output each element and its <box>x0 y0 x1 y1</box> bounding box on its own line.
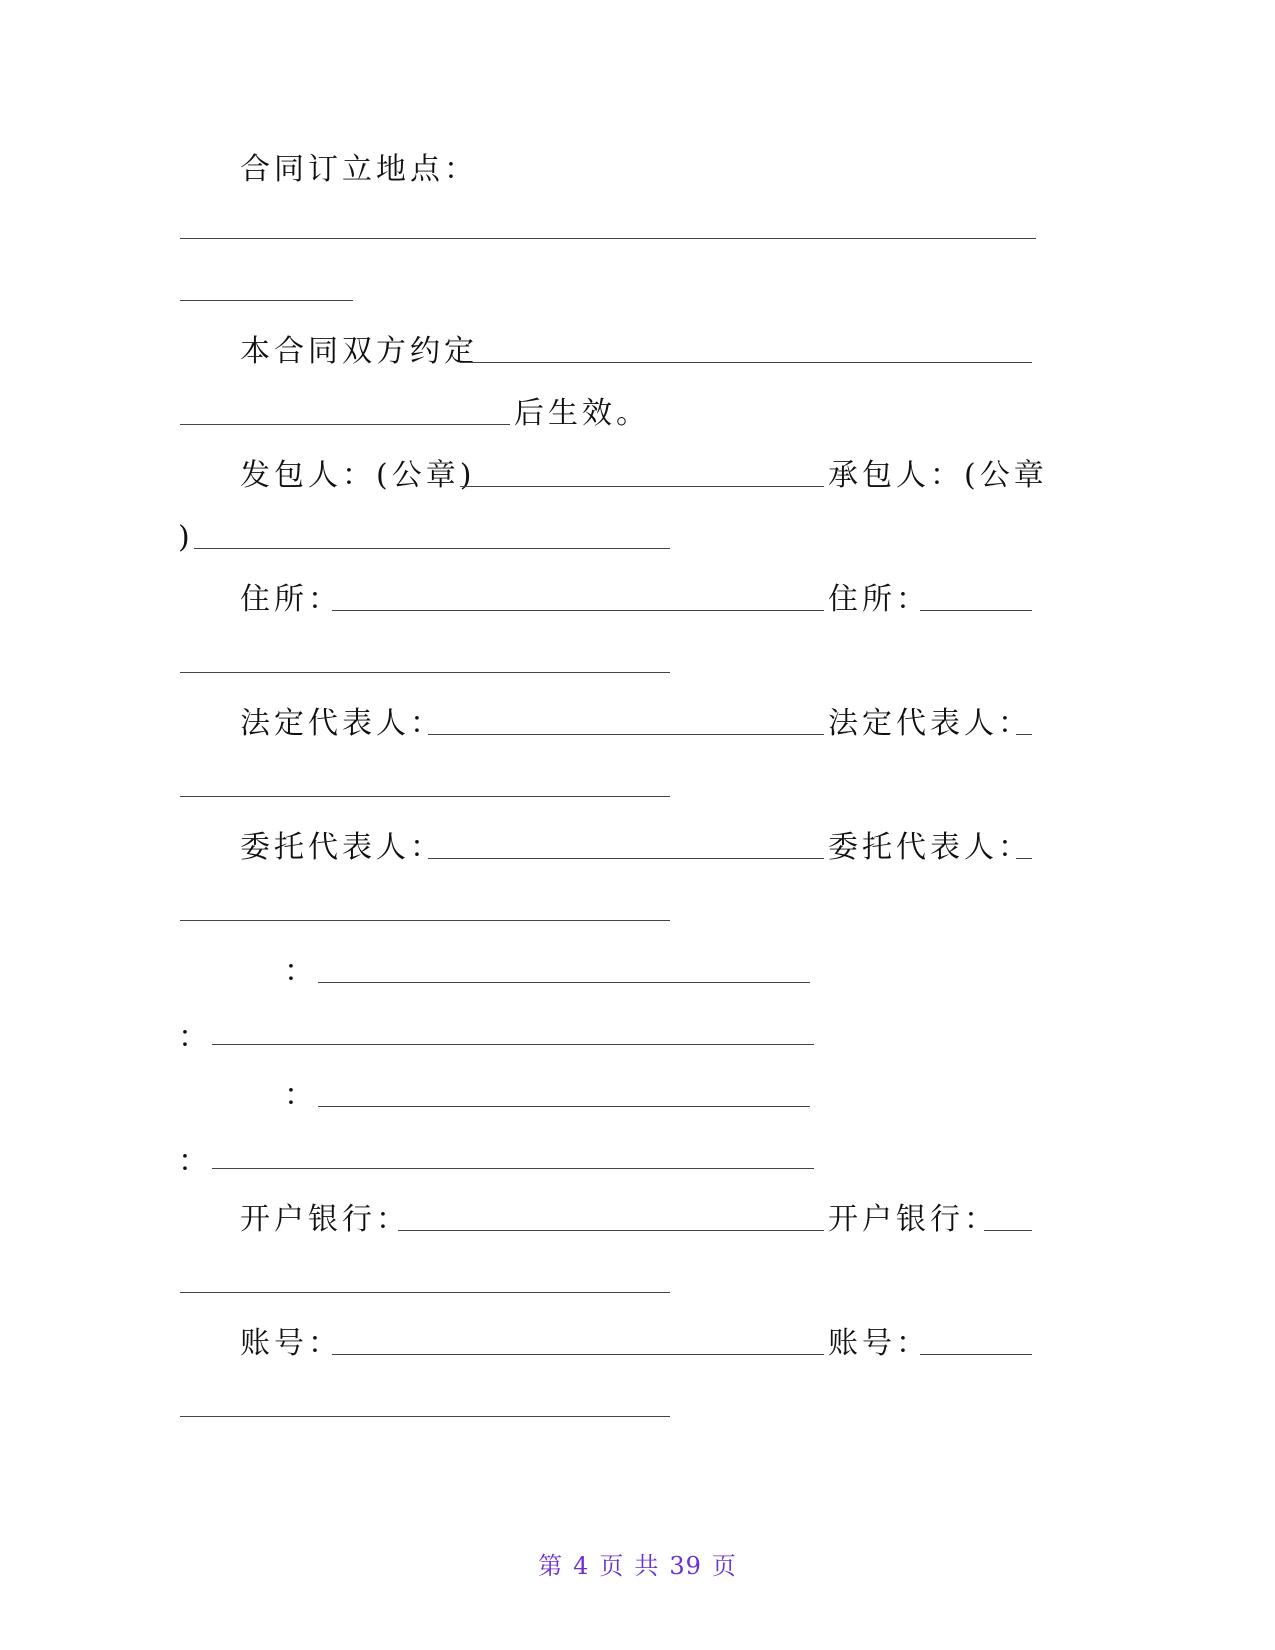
colon-d: ： <box>178 1144 212 1179</box>
agree-suffix-line <box>514 394 714 434</box>
colon-b: ： <box>178 1020 212 1055</box>
agent-left-label: 委托代表人： <box>240 830 444 865</box>
bank-right-label: 开户银行： <box>828 1202 998 1237</box>
agent-right-blank-2[interactable] <box>180 920 670 921</box>
footer-mid: 页 <box>599 1552 625 1580</box>
legal-rep-left-line <box>240 704 444 744</box>
colon-d-blank[interactable] <box>212 1168 814 1169</box>
legal-rep-right-blank-2[interactable] <box>180 796 670 797</box>
employer-label: 发包人：(公章) <box>240 458 476 493</box>
bank-left-label: 开户银行： <box>240 1202 410 1237</box>
agree-suffix: 后生效。 <box>514 396 650 431</box>
bank-left-line <box>240 1200 410 1240</box>
agent-right-blank-1[interactable] <box>1016 858 1032 859</box>
contractor-seal-blank[interactable] <box>194 548 670 549</box>
colon-d-line <box>178 1142 212 1182</box>
contractor-close: ) <box>178 520 194 555</box>
employer-seal-blank[interactable] <box>460 486 824 487</box>
bank-right-blank-2[interactable] <box>180 1292 670 1293</box>
address-right-blank-2[interactable] <box>180 672 670 673</box>
account-left-blank[interactable] <box>332 1354 824 1355</box>
address-right-line <box>828 580 928 620</box>
agent-right-label: 委托代表人： <box>828 830 1032 865</box>
bank-right-blank-1[interactable] <box>984 1230 1032 1231</box>
colon-b-line <box>178 1018 212 1058</box>
account-right-blank-2[interactable] <box>180 1416 670 1417</box>
address-left-line <box>240 580 340 620</box>
contractor-close-line <box>178 518 208 558</box>
address-left-label: 住所： <box>240 582 342 617</box>
place-blank-1[interactable] <box>180 238 1036 239</box>
agent-left-line <box>240 828 444 868</box>
legal-rep-right-line <box>828 704 1032 744</box>
colon-a: ： <box>284 954 318 989</box>
colon-b-blank[interactable] <box>212 1044 814 1045</box>
agent-right-line <box>828 828 1032 868</box>
place-blank-2[interactable] <box>180 300 353 301</box>
agent-left-blank[interactable] <box>428 858 824 859</box>
footer-page-number: 4 <box>573 1552 590 1580</box>
colon-c-line <box>284 1076 318 1116</box>
legal-rep-right-label: 法定代表人： <box>828 706 1032 741</box>
colon-c-blank[interactable] <box>318 1106 810 1107</box>
legal-rep-left-blank[interactable] <box>428 734 824 735</box>
address-right-blank-1[interactable] <box>920 610 1032 611</box>
colon-a-blank[interactable] <box>318 982 810 983</box>
contractor-line <box>828 456 1048 496</box>
footer-total-pages: 39 <box>669 1552 702 1580</box>
agree-prefix: 本合同双方约定 <box>240 334 478 369</box>
legal-rep-right-blank-1[interactable] <box>1016 734 1032 735</box>
address-left-blank[interactable] <box>332 610 824 611</box>
agree-blank-2[interactable] <box>180 424 510 425</box>
footer-prefix: 第 <box>538 1552 564 1580</box>
agree-blank-1[interactable] <box>460 362 1032 363</box>
colon-c: ： <box>284 1078 318 1113</box>
account-left-label: 账号： <box>240 1326 342 1361</box>
colon-a-line <box>284 952 318 992</box>
bank-right-line <box>828 1200 998 1240</box>
account-right-label: 账号： <box>828 1326 930 1361</box>
bank-left-blank[interactable] <box>398 1230 824 1231</box>
contractor-label: 承包人：(公章 <box>828 458 1048 493</box>
account-right-blank-1[interactable] <box>920 1354 1032 1355</box>
account-left-line <box>240 1324 340 1364</box>
employer-line <box>240 456 476 496</box>
account-right-line <box>828 1324 928 1364</box>
place-label-line <box>240 150 1140 190</box>
place-label: 合同订立地点： <box>240 152 478 187</box>
legal-rep-left-label: 法定代表人： <box>240 706 444 741</box>
footer-suffix: 页 <box>711 1552 737 1580</box>
address-right-label: 住所： <box>828 582 930 617</box>
agree-line <box>240 332 1140 372</box>
page-footer <box>0 1546 1275 1581</box>
footer-total-label: 共 <box>634 1552 660 1580</box>
